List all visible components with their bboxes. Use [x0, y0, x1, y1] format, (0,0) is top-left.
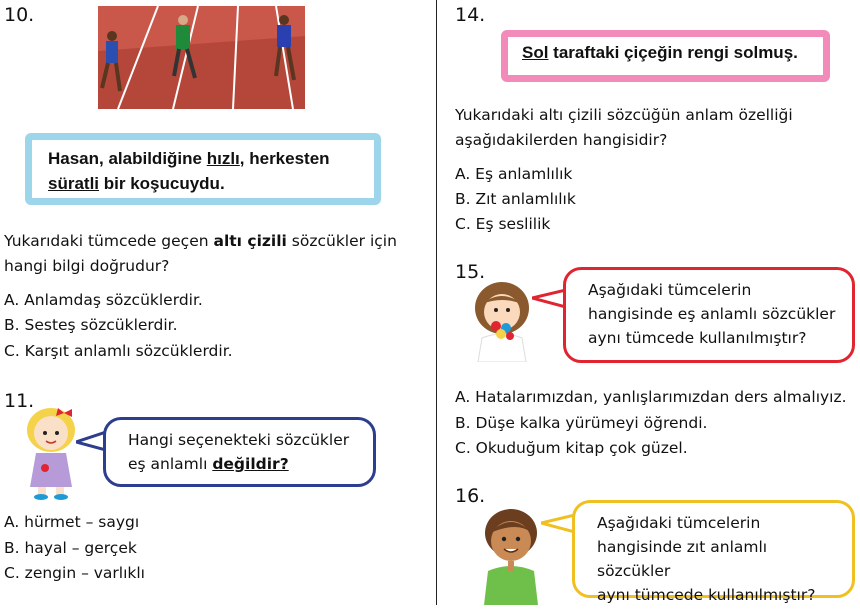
q16-speech-bubble — [572, 500, 855, 604]
q11-option-b[interactable]: B. hayal – gerçek — [4, 539, 137, 557]
question-15-number: 15. — [455, 261, 486, 283]
q16-bubble-line1: Aşağıdaki tümcelerin — [597, 514, 761, 532]
q14-option-b[interactable]: B. Zıt anlamlılık — [455, 190, 576, 208]
q10-question-post: sözcükler için — [286, 232, 397, 250]
q11-speech-bubble — [103, 417, 376, 487]
q11-bubble-bold: değildir? — [212, 455, 289, 473]
q14-question-line1: Yukarıdaki altı çizili sözcüğün anlam özelliği — [455, 106, 793, 124]
q14-question-line2: aşağıdakilerden hangisidir? — [455, 131, 668, 149]
q16-bubble-pointer — [541, 513, 575, 535]
bubble-pointer — [76, 430, 106, 454]
girl-with-flowers-illustration — [470, 278, 534, 362]
q14-question — [455, 103, 855, 153]
q10-sentence-pre: Hasan, alabildiğine — [48, 149, 207, 168]
q15-option-c[interactable]: C. Okuduğum kitap çok güzel. — [455, 439, 688, 457]
q10-underlined-word-2: süratli — [48, 174, 100, 193]
q15-bubble-line3: aynı tümcede kullanılmıştır? — [588, 329, 807, 347]
column-divider — [436, 0, 437, 605]
girl-illustration — [20, 403, 82, 501]
q10-sentence-post: bir koşucuydu. — [99, 174, 225, 193]
question-11-number: 11. — [4, 390, 35, 412]
q10-option-a[interactable]: A. Anlamdaş sözcüklerdir. — [4, 291, 203, 309]
q14-sentence-box — [501, 30, 830, 82]
question-16-number: 16. — [455, 485, 486, 507]
q11-option-c[interactable]: C. zengin – varlıklı — [4, 564, 145, 582]
q14-underlined-word: Sol — [522, 43, 549, 62]
q10-underlined-word-1: hızlı — [206, 149, 240, 168]
q10-question-pre: Yukarıdaki tümcede geçen — [4, 232, 214, 250]
q10-option-c[interactable]: C. Karşıt anlamlı sözcüklerdir. — [4, 342, 233, 360]
q15-option-a[interactable]: A. Hatalarımızdan, yanlışlarımızdan ders almalıyız. — [455, 388, 847, 406]
q15-bubble-pointer — [532, 288, 566, 310]
boy-illustration — [478, 505, 544, 605]
q10-option-b[interactable]: B. Sesteş sözcüklerdir. — [4, 316, 178, 334]
q16-bubble-line3: aynı tümcede kullanılmıştır? — [597, 586, 816, 604]
q15-speech-bubble — [563, 267, 855, 363]
q10-sentence-box — [25, 133, 381, 205]
q14-option-a[interactable]: A. Eş anlamlılık — [455, 165, 573, 183]
q15-bubble-line2: hangisinde eş anlamlı sözcükler — [588, 305, 836, 323]
q14-option-c[interactable]: C. Eş seslilik — [455, 215, 551, 233]
q15-bubble-line1: Aşağıdaki tümcelerin — [588, 281, 752, 299]
q10-question — [4, 229, 429, 279]
runners-photo — [98, 6, 305, 109]
q11-option-a[interactable]: A. hürmet – saygı — [4, 513, 140, 531]
q10-sentence-mid: , herkesten — [239, 149, 330, 168]
q10-question-line2: hangi bilgi doğrudur? — [4, 257, 170, 275]
q15-option-b[interactable]: B. Düşe kalka yürümeyi öğrendi. — [455, 414, 708, 432]
question-10-number: 10. — [4, 4, 35, 26]
q10-question-bold: altı çizili — [213, 232, 287, 250]
q11-bubble-line1: Hangi seçenekteki sözcükler — [128, 431, 350, 449]
q11-bubble-line2-pre: eş anlamlı — [128, 455, 213, 473]
question-14-number: 14. — [455, 4, 486, 26]
q16-bubble-line2: hangisinde zıt anlamlı sözcükler — [597, 538, 768, 580]
q14-sentence-post: taraftaki çiçeğin rengi solmuş. — [548, 43, 798, 62]
